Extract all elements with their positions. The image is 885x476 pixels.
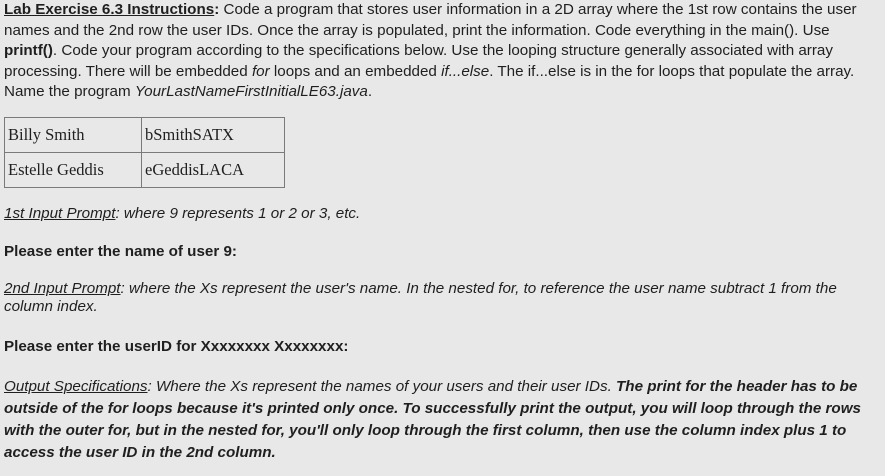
table-row	[5, 117, 285, 152]
second-input-prompt-label: 2nd Input Prompt	[4, 279, 121, 297]
printf-keyword: printf()	[4, 42, 53, 60]
first-input-prompt-text: : where 9 represents 1 or 2 or 3, etc.	[115, 204, 361, 222]
instructions-text-3: loops and an embedded	[269, 62, 442, 80]
second-input-prompt-text: : where the Xs represent the user's name. In the nested for, to reference the user name subtract 1 from the column index.	[4, 279, 837, 315]
instructions-period: .	[367, 83, 373, 101]
instructions-text-2: . Code your program according to the specifications below. Use the looping structure generally associated with array processing. There will be embedded	[4, 42, 833, 80]
users-table	[4, 117, 285, 188]
second-input-prompt-description	[4, 280, 874, 316]
output-specifications-bold-text: The print for the header has to be outside of the for loops because it's printed only once. To successfully print the output, you will loop through the rows with the outer for, but in the nested for, you'll only loop through the first column, then use the column index plus 1 to access the user ID in the 2nd column.	[4, 377, 861, 461]
heading-colon: :	[214, 1, 220, 18]
instructions-text-4: . The if...else is in the for loops that populate the array. Name the program	[4, 62, 855, 101]
user-id-cell: eGeddisLACA	[142, 152, 285, 187]
second-input-prompt-example: Please enter the userID for Xxxxxxxx Xxxxxxxx:	[4, 337, 349, 355]
instructions-paragraph	[4, 0, 874, 103]
output-specifications-label: Output Specifications	[4, 377, 148, 395]
ifelse-keyword: if...else	[441, 62, 490, 80]
instructions-heading: Lab Exercise 6.3 Instructions	[4, 1, 215, 18]
first-input-prompt-description	[4, 205, 874, 223]
user-id-cell: bSmithSATX	[142, 117, 285, 152]
output-specifications-text: : Where the Xs represent the names of your users and their user IDs.	[147, 377, 617, 395]
table-row	[5, 152, 285, 187]
first-input-prompt-label: 1st Input Prompt	[4, 204, 116, 222]
for-keyword: for	[251, 62, 270, 80]
output-specifications	[4, 376, 874, 464]
instructions-text-1: Code a program that stores user information in a 2D array where the 1st row contains the user names and the 2nd row the user IDs. Once the array is populated, print the information. Code everything in the main(). Use	[4, 1, 857, 39]
user-name-cell: Estelle Geddis	[5, 152, 142, 187]
first-input-prompt-example: Please enter the name of user 9:	[4, 242, 237, 260]
program-name: YourLastNameFirstInitialLE63.java	[134, 83, 368, 101]
user-name-cell: Billy Smith	[5, 117, 142, 152]
